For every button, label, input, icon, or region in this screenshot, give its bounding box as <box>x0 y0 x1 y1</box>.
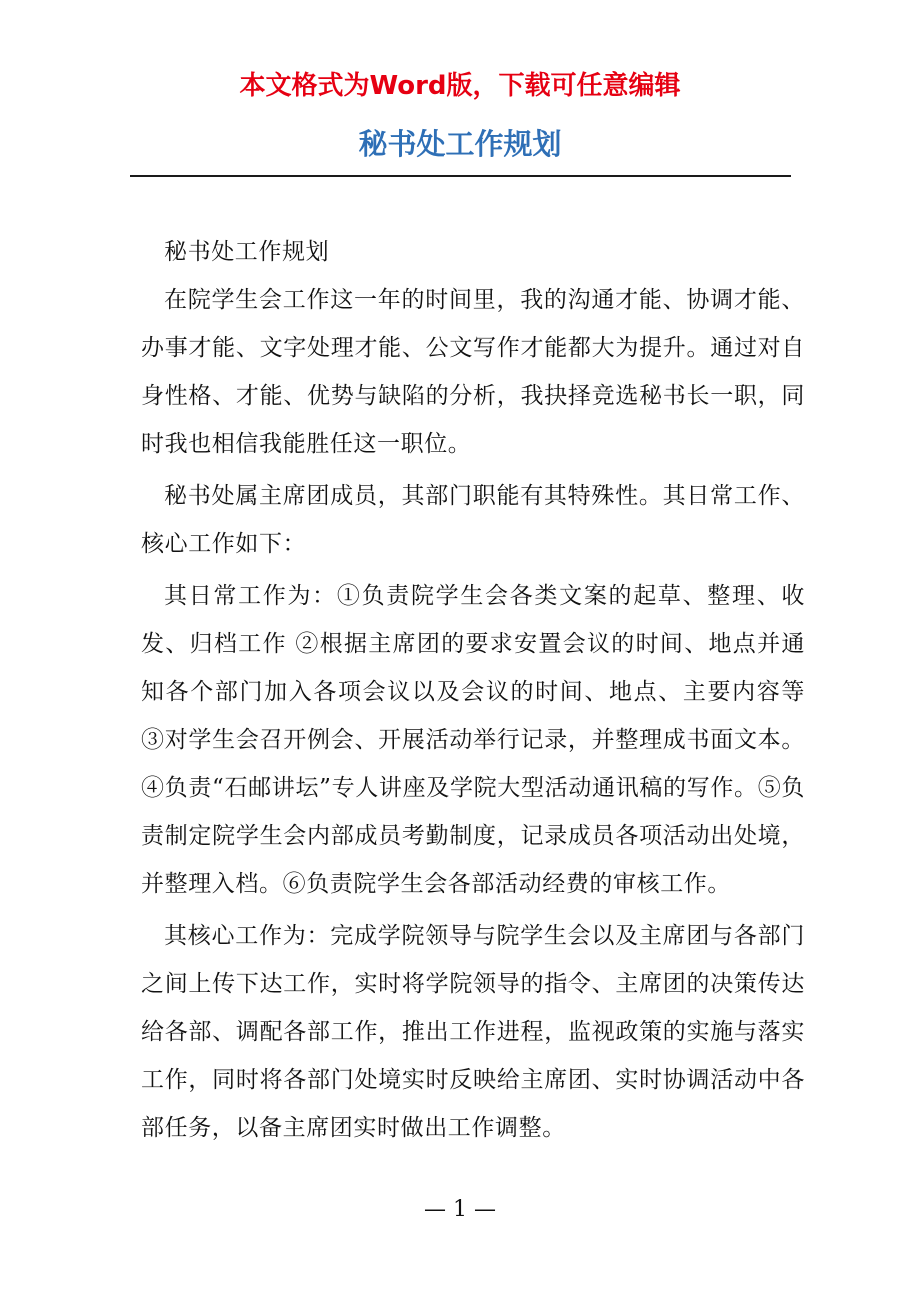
format-notice: 本文格式为Word版，下载可任意编辑 <box>239 71 681 101</box>
body-paragraph: 其日常工作为：①负责院学生会各类文案的起草、整理、收发、归档工作 ②根据主席团的要求安置会议的时间、地点并通知各个部门加入各项会议以及会议的时间、地点、主要内容等 ③对学生会召开例会、开展活动举行记录，并整理成书面文本。④负责“石邮讲坛”专人讲座及学院大型活动通讯稿的写作。⑤负责制定院学生会内部成员考勤制度，记录成员各项活动出处境，并整理入档。⑥负责院学生会各部活动经费的审核工作。 <box>141 583 805 897</box>
body-paragraph: 其核心工作为：完成学院领导与院学生会以及主席团与各部门之间上传下达工作，实时将学院领导的指令、主席团的决策传达给各部、调配各部工作，推出工作进程，监视政策的实施与落实工作，同时将各部门处境实时反映给主席团、实时协调活动中各部任务，以备主席团实时做出工作调整。 <box>141 923 805 1141</box>
body-paragraph: 在院学生会工作这一年的时间里，我的沟通才能、协调才能、办事才能、文字处理才能、公文写作才能都大为提升。通过对自身性格、才能、优势与缺陷的分析，我抉择竞选秘书长一职，同时我也相信我能胜任这一职位。 <box>141 287 805 457</box>
title-divider <box>130 175 791 177</box>
body-paragraph: 秘书处属主席团成员，其部门职能有其特殊性。其日常工作、核心工作如下： <box>141 483 805 557</box>
document-title: 秘书处工作规划 <box>358 127 562 161</box>
document-body <box>141 228 805 1152</box>
body-paragraph: 秘书处工作规划 <box>164 239 330 265</box>
page-number: — 1 — <box>424 1197 496 1222</box>
